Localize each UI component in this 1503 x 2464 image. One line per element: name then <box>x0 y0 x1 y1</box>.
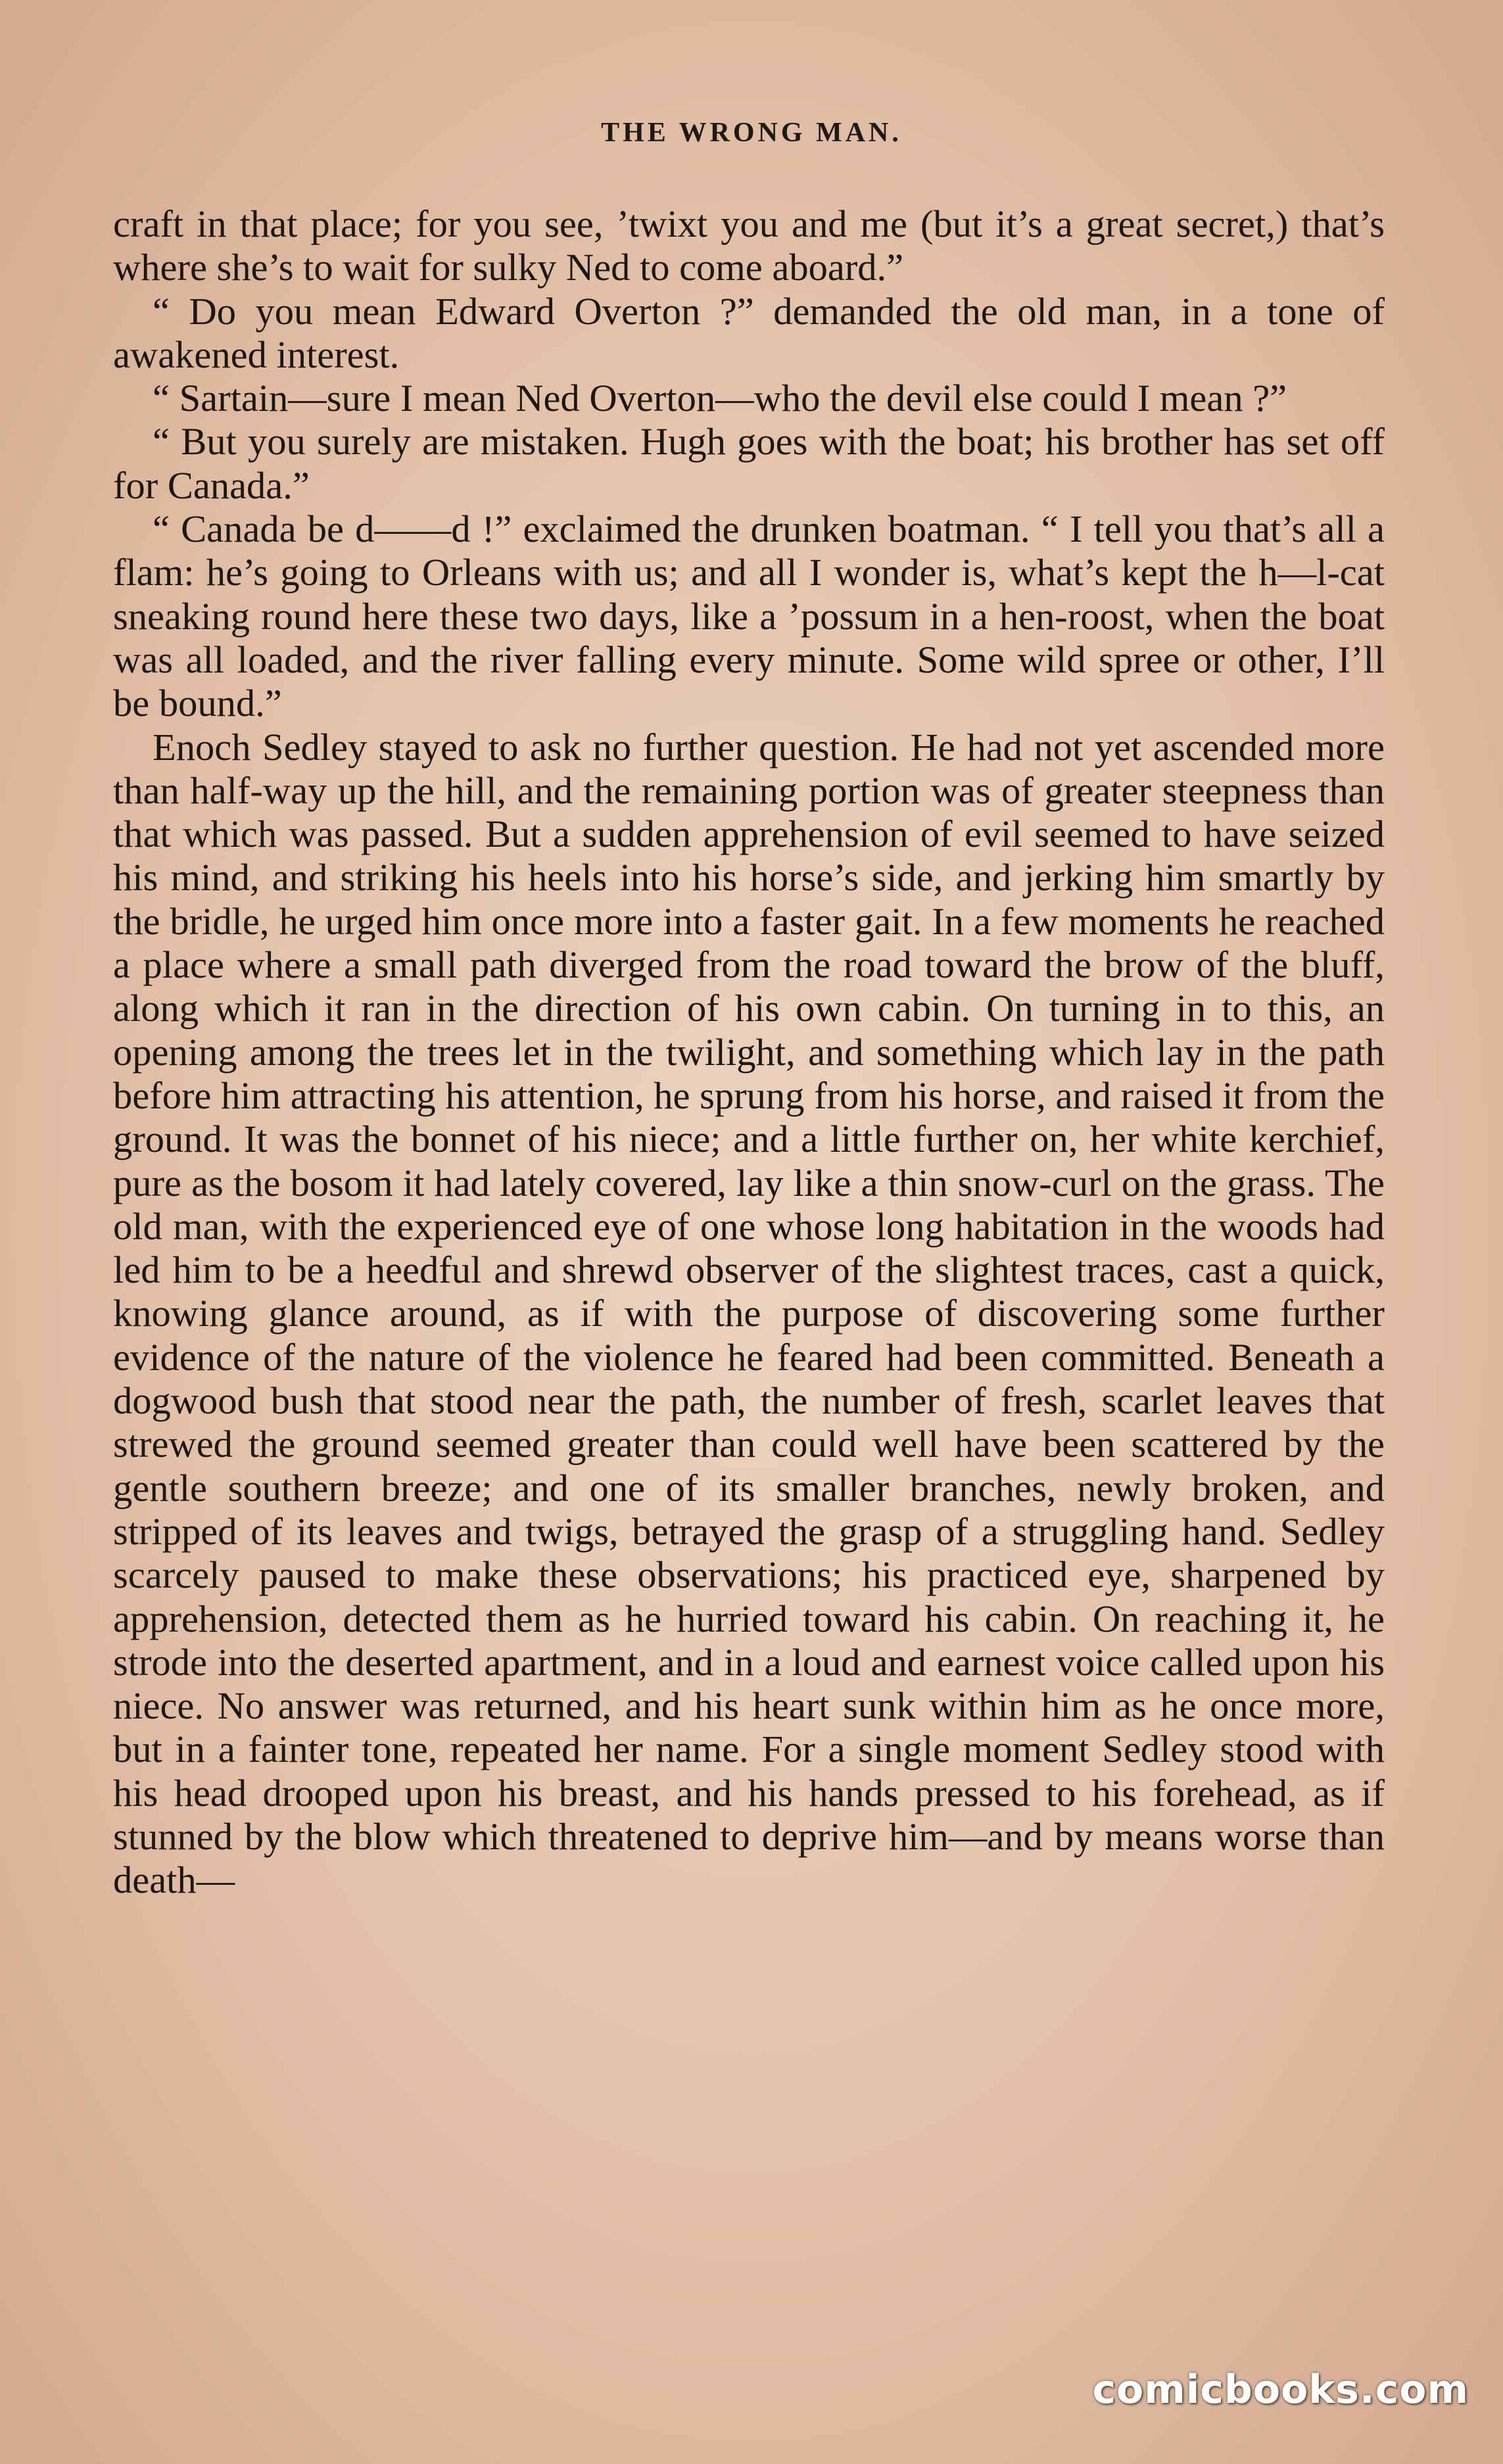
paragraph: “ But you surely are mistaken. Hugh goes with the boat; his brother has set off for Canada.” <box>113 420 1385 507</box>
running-head: THE WRONG MAN. <box>601 118 902 148</box>
paragraph: “ Canada be d——d !” exclaimed the drunken boatman. “ I tell you that’s all a flam: he’s going to Orleans with us; and all I wonder is, what’s kept the h—l-cat sneaking round here these two days, like a ’possum in a hen-roost, when the boat was all loaded, and the river falling every minute. Some wild spree or other, I’ll be bound.” <box>113 508 1385 725</box>
body-text <box>113 202 1385 1903</box>
paragraph: Enoch Sedley stayed to ask no further question. He had not yet ascended more than half-way up the hill, and the remaining portion was of greater steepness than that which was passed. But a sudden apprehension of evil seemed to have seized his mind, and striking his heels into his horse’s side, and jerking him smartly by the bridle, he urged him once more into a faster gait. In a few moments he reached a place where a small path diverged from the road toward the brow of the bluff, along which it ran in the direction of his own cabin. On turning in to this, an opening among the trees let in the twilight, and something which lay in the path before him attracting his attention, he sprung from his horse, and raised it from the ground. It was the bonnet of his niece; and a little further on, her white kerchief, pure as the bosom it had lately covered, lay like a thin snow-curl on the grass. The old man, with the experienced eye of one whose long habitation in the woods had led him to be a heedful and shrewd observer of the slightest traces, cast a quick, knowing glance around, as if with the purpose of discovering some further evidence of the nature of the violence he feared had been committed. Beneath a dogwood bush that stood near the path, the number of fresh, scarlet leaves that strewed the ground seemed greater than could well have been scattered by the gentle southern breeze; and one of its smaller branches, newly broken, and stripped of its leaves and twigs, betrayed the grasp of a struggling hand. Sedley scarcely paused to make these observations; his practiced eye, sharpened by apprehension, detected them as he hurried toward his cabin. On reaching it, he strode into the deserted apartment, and in a loud and earnest voice called upon his niece. No answer was returned, and his heart sunk within him as he once more, but in a fainter tone, repeated her name. For a single moment Sedley stood with his head drooped upon his breast, and his hands pressed to his forehead, as if stunned by the blow which threatened to deprive him—and by means worse than death— <box>113 725 1385 1902</box>
paragraph: craft in that place; for you see, ’twixt you and me (but it’s a great secret,) that’s where she’s to wait for sulky Ned to come aboard.” <box>113 202 1385 289</box>
site-watermark: comicbooks.com <box>1092 2367 1469 2413</box>
paragraph: “ Do you mean Edward Overton ?” demanded the old man, in a tone of awakened interest. <box>113 289 1385 376</box>
paragraph: “ Sartain—sure I mean Ned Overton—who the devil else could I mean ?” <box>153 377 1287 420</box>
